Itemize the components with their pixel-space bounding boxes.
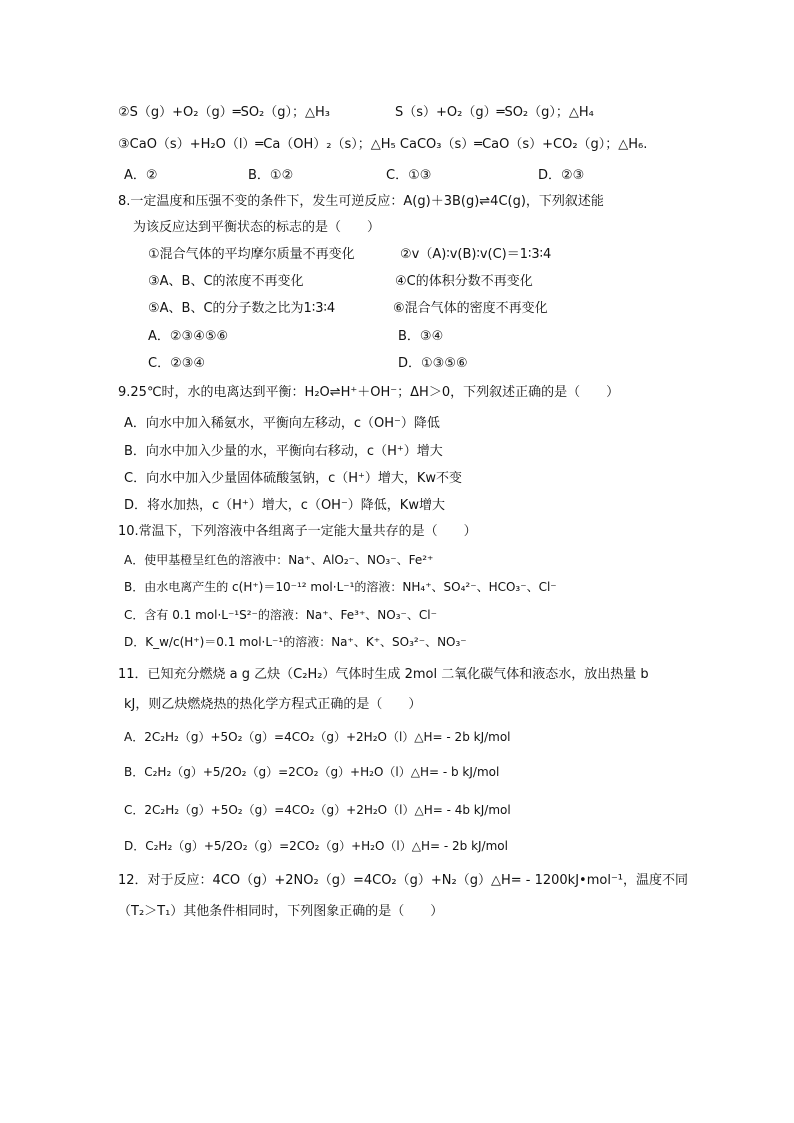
- q10-option-a[interactable]: A．使甲基橙呈红色的溶液中：Na⁺、AlO₂⁻、NO₃⁻、Fe²⁺: [124, 553, 434, 567]
- q12-stem-line2: （T₂＞T₁）其他条件相同时，下列图象正确的是（ ）: [118, 904, 444, 919]
- q8-item-2: ②v（A)∶v(B)∶v(C)＝1∶3∶4: [400, 247, 552, 262]
- q7-option-b[interactable]: B．①②: [248, 168, 294, 183]
- q10-option-d[interactable]: D．K_w/c(H⁺)＝0.1 mol·L⁻¹的溶液：Na⁺、K⁺、SO₃²⁻、NO₃⁻: [124, 635, 467, 649]
- q11-option-b[interactable]: B．C₂H₂（g）+5/2O₂（g）=2CO₂（g）+H₂O（l）△H= - b kJ/mol: [124, 765, 500, 779]
- q8-option-d[interactable]: D．①③⑤⑥: [398, 356, 468, 371]
- q11-stem-line1: 11．已知充分燃烧 a g 乙炔（C₂H₂）气体时生成 2mol 二氧化碳气体和液态水，放出热量 b: [118, 667, 649, 682]
- q9-option-d[interactable]: D．将水加热，c（H⁺）增大，c（OH⁻）降低，Kw增大: [124, 498, 445, 513]
- q8-item-1: ①混合气体的平均摩尔质量不再变化: [148, 247, 355, 262]
- q11-stem-line2: kJ，则乙炔燃烧热的热化学方程式正确的是（ ）: [124, 697, 422, 712]
- q7-line3: ③CaO（s）+H₂O（l）═Ca（OH）₂（s）；△H₅ CaCO₃（s）═CaO（s）+CO₂（g）；△H₆.: [118, 137, 648, 152]
- q7-option-d[interactable]: D．②③: [538, 168, 585, 183]
- q8-option-b[interactable]: B．③④: [398, 329, 444, 344]
- q10-option-b[interactable]: B．由水电离产生的 c(H⁺)＝10⁻¹² mol·L⁻¹的溶液：NH₄⁺、SO₄²⁻、HCO₃⁻、Cl⁻: [124, 580, 557, 594]
- q9-option-b[interactable]: B．向水中加入少量的水，平衡向右移动，c（H⁺）增大: [124, 444, 443, 459]
- q8-stem-line2: 为该反应达到平衡状态的标志的是（ ）: [133, 220, 381, 235]
- q8-item-5: ⑤A、B、C的分子数之比为1∶3∶4: [148, 301, 336, 316]
- q11-option-d[interactable]: D．C₂H₂（g）+5/2O₂（g）=2CO₂（g）+H₂O（l）△H= - 2b kJ/mol: [124, 839, 508, 853]
- q8-item-3: ③A、B、C的浓度不再变化: [148, 274, 304, 289]
- q9-option-c[interactable]: C．向水中加入少量固体硫酸氢钠，c（H⁺）增大，Kw不变: [124, 471, 463, 486]
- q8-item-6: ⑥混合气体的密度不再变化: [393, 301, 548, 316]
- q12-stem-line1: 12．对于反应：4CO（g）+2NO₂（g）=4CO₂（g）+N₂（g）△H= - 1200kJ•mol⁻¹，温度不同: [118, 873, 689, 888]
- q8-stem-line1: 8.一定温度和压强不变的条件下，发生可逆反应：A(g)＋3B(g)⇌4C(g)，下列叙述能: [118, 194, 604, 209]
- q10-option-c[interactable]: C．含有 0.1 mol·L⁻¹S²⁻的溶液：Na⁺、Fe³⁺、NO₃⁻、Cl⁻: [124, 608, 437, 622]
- q11-option-c[interactable]: C．2C₂H₂（g）+5O₂（g）=4CO₂（g）+2H₂O（l）△H= - 4b kJ/mol: [124, 803, 511, 817]
- q7-line2a: ②S（g）+O₂（g）═SO₂（g）；△H₃: [118, 105, 331, 120]
- q7-option-a[interactable]: A．②: [124, 168, 158, 183]
- q11-option-a[interactable]: A．2C₂H₂（g）+5O₂（g）=4CO₂（g）+2H₂O（l）△H= - 2b kJ/mol: [124, 730, 511, 744]
- q7-line2b: S（s）+O₂（g）═SO₂（g）；△H₄: [395, 105, 594, 120]
- q9-stem: 9.25℃时，水的电离达到平衡：H₂O⇌H⁺＋OH⁻；ΔH＞0，下列叙述正确的是（ ）: [118, 385, 620, 400]
- q8-option-c[interactable]: C．②③④: [148, 356, 206, 371]
- q8-item-4: ④C的体积分数不再变化: [395, 274, 533, 289]
- q7-option-c[interactable]: C．①③: [386, 168, 432, 183]
- q10-stem: 10.常温下，下列溶液中各组离子一定能大量共存的是（ ）: [118, 524, 477, 539]
- q8-option-a[interactable]: A．②③④⑤⑥: [148, 329, 229, 344]
- q9-option-a[interactable]: A．向水中加入稀氨水，平衡向左移动，c（OH⁻）降低: [124, 416, 440, 431]
